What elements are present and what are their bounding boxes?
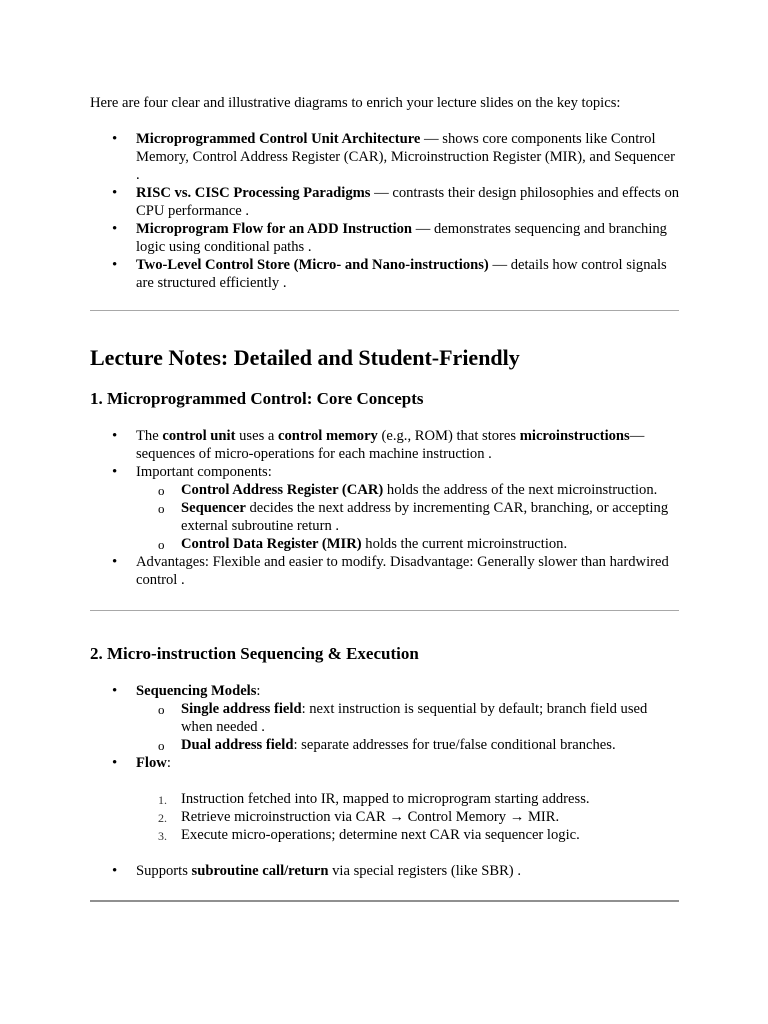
item-title: Microprogram Flow for an ADD Instruction xyxy=(136,221,413,237)
list-item xyxy=(90,862,680,880)
text-run: : xyxy=(166,755,171,771)
bold-term: Flow xyxy=(136,755,167,771)
sublist-item xyxy=(136,736,680,754)
item-title: Two-Level Control Store (Micro- and Nano-instructions) xyxy=(136,257,489,273)
list-item xyxy=(90,130,680,184)
bold-term: microinstructions xyxy=(519,428,630,444)
text-run: : next instruction is sequential by default; branch field used when needed . xyxy=(181,701,648,735)
list-item xyxy=(90,220,680,256)
sublist-item xyxy=(136,700,680,736)
section-heading: 2. Micro-instruction Sequencing & Execution xyxy=(90,644,419,663)
text-run: Supports xyxy=(136,863,192,879)
step-text: Retrieve microinstruction via CAR → Control Memory → MIR. xyxy=(181,809,560,825)
item-title: Microprogrammed Control Unit Architecture xyxy=(136,131,421,147)
list-item xyxy=(90,256,680,292)
list-item xyxy=(90,463,680,553)
text-run: (e.g., ROM) that stores xyxy=(377,428,520,444)
bold-term: Sequencing Models xyxy=(136,683,257,699)
step-number: 1. xyxy=(158,793,167,807)
bold-term: Single address field xyxy=(181,701,302,717)
text-run: uses a xyxy=(235,428,279,444)
step-item xyxy=(136,790,680,808)
item-text: — contrasts their design philosophies and effects on CPU performance . xyxy=(136,185,680,219)
components-sublist xyxy=(136,481,680,553)
step-number: 3. xyxy=(158,829,167,843)
step-number: 2. xyxy=(158,811,167,825)
item-title: RISC vs. CISC Processing Paradigms xyxy=(136,185,371,201)
page-title: Lecture Notes: Detailed and Student-Friendly xyxy=(90,345,520,370)
text-run: — sequences of micro-operations for each machine instruction . xyxy=(136,428,645,462)
text-run: holds the address of the next microinstruction. xyxy=(383,482,658,498)
horizontal-rule xyxy=(90,610,679,611)
text-run: Important components: xyxy=(136,464,272,480)
text-run: holds the current microinstruction. xyxy=(361,536,568,552)
intro-paragraph: Here are four clear and illustrative diagrams to enrich your lecture slides on the key topics: xyxy=(90,95,621,111)
text-run: via special registers (like SBR) . xyxy=(328,863,521,879)
list-item xyxy=(90,184,680,220)
models-sublist xyxy=(136,700,680,754)
bold-term: subroutine call/return xyxy=(191,863,329,879)
flow-steps xyxy=(136,790,680,844)
bold-term: control unit xyxy=(162,428,236,444)
list-item xyxy=(90,682,680,754)
text-run: decides the next address by incrementing CAR, branching, or accepting external subroutine return . xyxy=(181,500,669,534)
bold-term: Control Address Register (CAR) xyxy=(181,482,384,498)
bold-term: Sequencer xyxy=(181,500,246,516)
step-text: Execute micro-operations; determine next CAR via sequencer logic. xyxy=(181,827,580,843)
item-text: — shows core components like Control Memory, Control Address Register (CAR), Microinstruction Register (MIR), and Sequencer . xyxy=(136,131,675,183)
list-item xyxy=(90,553,680,589)
step-item xyxy=(136,826,680,844)
text-run: : xyxy=(256,683,261,699)
bold-term: Control Data Register (MIR) xyxy=(181,536,362,552)
list-item xyxy=(90,427,680,463)
diagram-list xyxy=(90,130,680,292)
sublist-item xyxy=(136,481,680,499)
text-run: The xyxy=(136,428,163,444)
list-item xyxy=(90,754,680,862)
item-text: — details how control signals are structured efficiently . xyxy=(136,257,667,291)
sublist-item xyxy=(136,499,680,535)
step-item xyxy=(136,808,680,826)
section-heading: 1. Microprogrammed Control: Core Concepts xyxy=(90,389,424,408)
bold-term: control memory xyxy=(278,428,378,444)
bold-term: Dual address field xyxy=(181,737,294,753)
item-text: — demonstrates sequencing and branching logic using conditional paths . xyxy=(136,221,667,255)
sublist-item xyxy=(136,535,680,553)
step-text: Instruction fetched into IR, mapped to microprogram starting address. xyxy=(181,791,590,807)
sequencing-list xyxy=(90,682,680,880)
text-run: Advantages: Flexible and easier to modify. Disadvantage: Generally slower than hardwired control . xyxy=(136,554,669,588)
text-run: : separate addresses for true/false conditional branches. xyxy=(293,737,616,753)
core-concepts-list xyxy=(90,427,680,589)
horizontal-rule xyxy=(90,310,679,311)
horizontal-rule xyxy=(90,900,679,902)
